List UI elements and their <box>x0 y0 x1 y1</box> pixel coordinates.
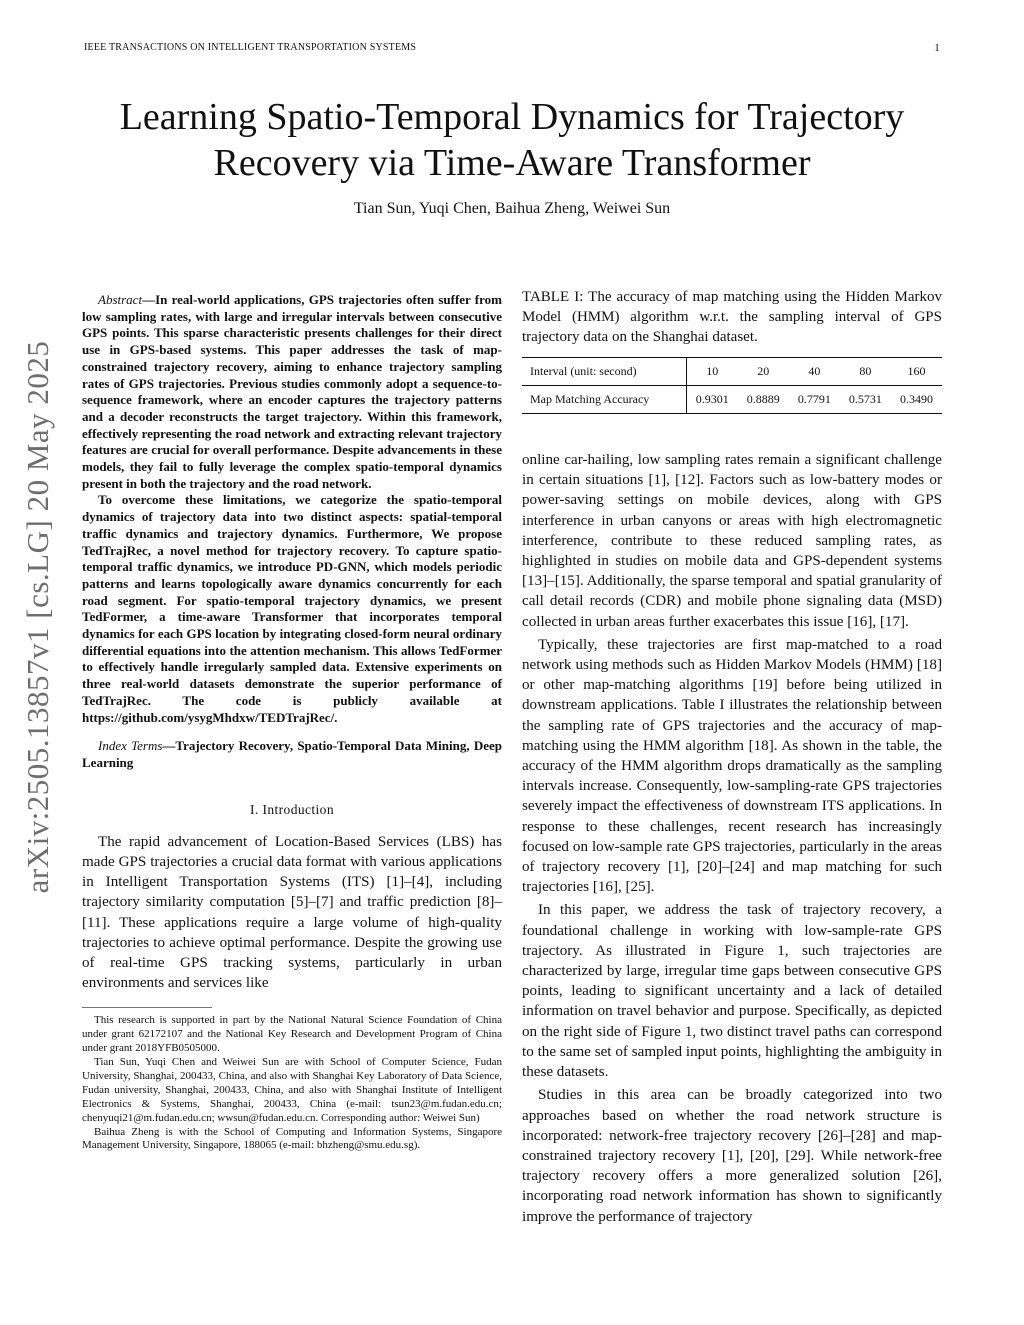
right-column <box>522 287 942 1227</box>
body-paragraph-4: Studies in this area can be broadly categorized into two approaches based on whether the road network structure is incorporated: network-free trajectory recovery [26]–[28] and map-constrained trajectory recovery [1], [20], [29]. While network-free trajectory recovery offers a more generalized solution [26], incorporating road network information has shown to significantly improve the performance of trajectory <box>522 1087 942 1225</box>
body-paragraph-1: online car-hailing, low sampling rates remain a significant challenge in certain situations [1], [12]. Factors such as low-battery modes or power-saving settings on mobile devices, along with GPS interference in urban canyons or areas with high electromagnetic interference, contribute to these reduced sampling rates, as highlighted in studies on mobile data and GPS-dependent systems [13]–[15]. Additionally, the sparse temporal and spatial granularity of call detail records (CDR) and mobile phone signaling data (MSD) collected in urban areas further exacerbates this issue [16], [17]. <box>522 452 942 630</box>
table-caption: TABLE I: The accuracy of map matching using the Hidden Markov Model (HMM) algorithm w.r.t. the sampling interval of GPS trajectory data on the Shanghai dataset. <box>522 289 942 345</box>
intro-paragraph-1: The rapid advancement of Location-Based Services (LBS) has made GPS trajectories a crucial data format with various applications in Intelligent Transportation Systems (ITS) [1]–[4], including trajectory similarity computation [5]–[7] and traffic prediction [8]–[11]. These applications require a large volume of high-quality trajectories to achieve optimal performance. Despite the growing use of real-time GPS tracking systems, particularly in urban environments and services like <box>82 833 502 992</box>
running-header <box>84 42 940 54</box>
body-paragraph-3: In this paper, we address the task of trajectory recovery, a foundational challenge in working with low-sample-rate GPS trajectory. As illustrated in Figure 1, such trajectories are characterized by large, irregular time gaps between consecutive GPS points, leading to significant uncertainty and a lack of detailed information on travel behavior and purpose. Specifically, as depicted on the right side of Figure 1, two distinct travel paths can correspond to the same set of sampled input points, highlighting the ambiguity in these datasets. <box>522 902 942 1081</box>
index-terms <box>82 738 502 771</box>
body-paragraph-2: Typically, these trajectories are first map-matched to a road network using methods such as Hidden Markov Models (HMM) [18] or other map-matching algorithms [19] before being utilized in downstream applications. Table I illustrates the relationship between the sampling rate of GPS trajectories and the accuracy of map-matching using the HMM algorithm [18]. As shown in the table, the accuracy of the HMM algorithm drops dramatically as the sampling intervals increase. Consequently, low-sampling-rate GPS trajectories severely impact the effectiveness of downstream ITS applications. In response to these challenges, recent research has increasingly focused on low-sample rate GPS trajectories, particularly in the areas of trajectory recovery [1], [20]–[24] and map matching for such trajectories [16], [25]. <box>522 636 942 896</box>
abstract-paragraph-2: To overcome these limitations, we categorize the spatio-temporal dynamics of trajectory data into two distinct aspects: spatial-temporal traffic dynamics and trajectory dynamics. Furthermore, We propose TedTrajRec, a novel method for trajectory recovery. To capture spatio-temporal traffic dynamics, we introduce PD-GNN, which models periodic patterns and learns topologically aware dynamics concurrently for each road segment. For spatio-temporal trajectory dynamics, we present TedFormer, a time-aware Transformer that incorporates temporal dynamics for each GPS location by integrating closed-form neural ordinary differential equations into the attention mechanism. This allows TedFormer to effectively handle irregularly sampled data. Extensive experiments on three real-world datasets demonstrate the superior performance of TedTrajRec. The code is publicly available at https://github.com/ysygMhdxw/TEDTrajRec/. <box>82 492 502 725</box>
abstract-label: Abstract <box>98 292 143 307</box>
table-header-cell: 160 <box>891 358 942 386</box>
table-header-cell: 80 <box>840 358 891 386</box>
arxiv-identifier[interactable]: arXiv:2505.13857v1 [cs.LG] 20 May 2025 <box>20 340 55 894</box>
table-cell: 0.8889 <box>738 386 789 414</box>
table-cell: 0.7791 <box>789 386 840 414</box>
index-terms-text: Trajectory Recovery, Spatio-Temporal Data Mining, Deep Learning <box>82 738 502 770</box>
title-line-1: Learning Spatio-Temporal Dynamics for Trajectory <box>119 96 905 138</box>
section-heading-introduction: I. Introduction <box>250 801 334 817</box>
table-header-label: Interval (unit: second) <box>522 358 686 386</box>
journal-name: IEEE TRANSACTIONS ON INTELLIGENT TRANSPORTATION SYSTEMS <box>84 42 417 53</box>
map-matching-table <box>522 357 942 414</box>
table-row <box>522 386 942 414</box>
author-list: Tian Sun, Yuqi Chen, Baihua Zheng, Weiwei Sun <box>353 200 671 217</box>
footnote-affiliation-smu: Baihua Zheng is with the School of Computing and Information Systems, Singapore Management University, Singapore, 188065 (e-mail: bhzheng@smu.edu.sg). <box>82 1125 502 1152</box>
table-cell: 0.5731 <box>840 386 891 414</box>
footnote-funding: This research is supported in part by the National Natural Science Foundation of China under grant 62172107 and the National Key Research and Development Program of China under grant 2018YFB0505000. <box>82 1014 502 1055</box>
table-header-cell: 40 <box>789 358 840 386</box>
abstract <box>82 292 502 726</box>
footnote-affiliation-fudan: Tian Sun, Yuqi Chen and Weiwei Sun are with School of Computer Science, Fudan University, Shanghai, 200433, China, and also with Shanghai Key Laboratory of Data Science, Fudan university, Shanghai, 200433, China, and also with Shanghai Institute of Intelligent Electronics & Systems, Shanghai, 200433, China (e-mail: tsun23@m.fudan.edu.cn; chenyuqi21@m.fudan.edu.cn; wwsun@fudan.edu.cn. Corresponding author: Weiwei Sun) <box>82 1056 502 1124</box>
table-cell: 0.9301 <box>686 386 738 414</box>
index-terms-label: Index Terms <box>98 738 163 754</box>
table-header-cell: 10 <box>686 358 738 386</box>
abstract-paragraph-1 <box>82 292 502 492</box>
footnote-divider <box>82 1007 212 1008</box>
right-body-text <box>522 450 942 1227</box>
abstract-text-1: In real-world applications, GPS trajectories often suffer from low sampling rates, with large and irregular intervals between consecutive GPS points. This sparse characteristic presents challenges for their direct use in GPS-based systems. This paper addresses the task of map-constrained trajectory recovery, aiming to enhance trajectory sampling rates of GPS trajectories. Previous studies commonly adopt a sequence-to-sequence framework, where an encoder captures the trajectory patterns and a decoder reconstructs the target trajectory. Within this framework, effectively representing the road network and extracting relevant trajectory features are crucial for overall performance. Despite advancements in these models, they fail to fully leverage the complex spatio-temporal dynamics present in both the trajectory and the road network. <box>82 292 502 491</box>
index-terms-dash: — <box>162 738 176 754</box>
table-header-row <box>522 358 942 386</box>
table-header-cell: 20 <box>738 358 789 386</box>
abstract-dash: — <box>142 292 156 307</box>
paper-title <box>60 94 964 186</box>
table-row-label: Map Matching Accuracy <box>522 386 686 414</box>
page-number: 1 <box>934 42 940 54</box>
title-line-2: Recovery via Time-Aware Transformer <box>213 142 811 184</box>
table-cell: 0.3490 <box>891 386 942 414</box>
left-column <box>82 292 502 1153</box>
